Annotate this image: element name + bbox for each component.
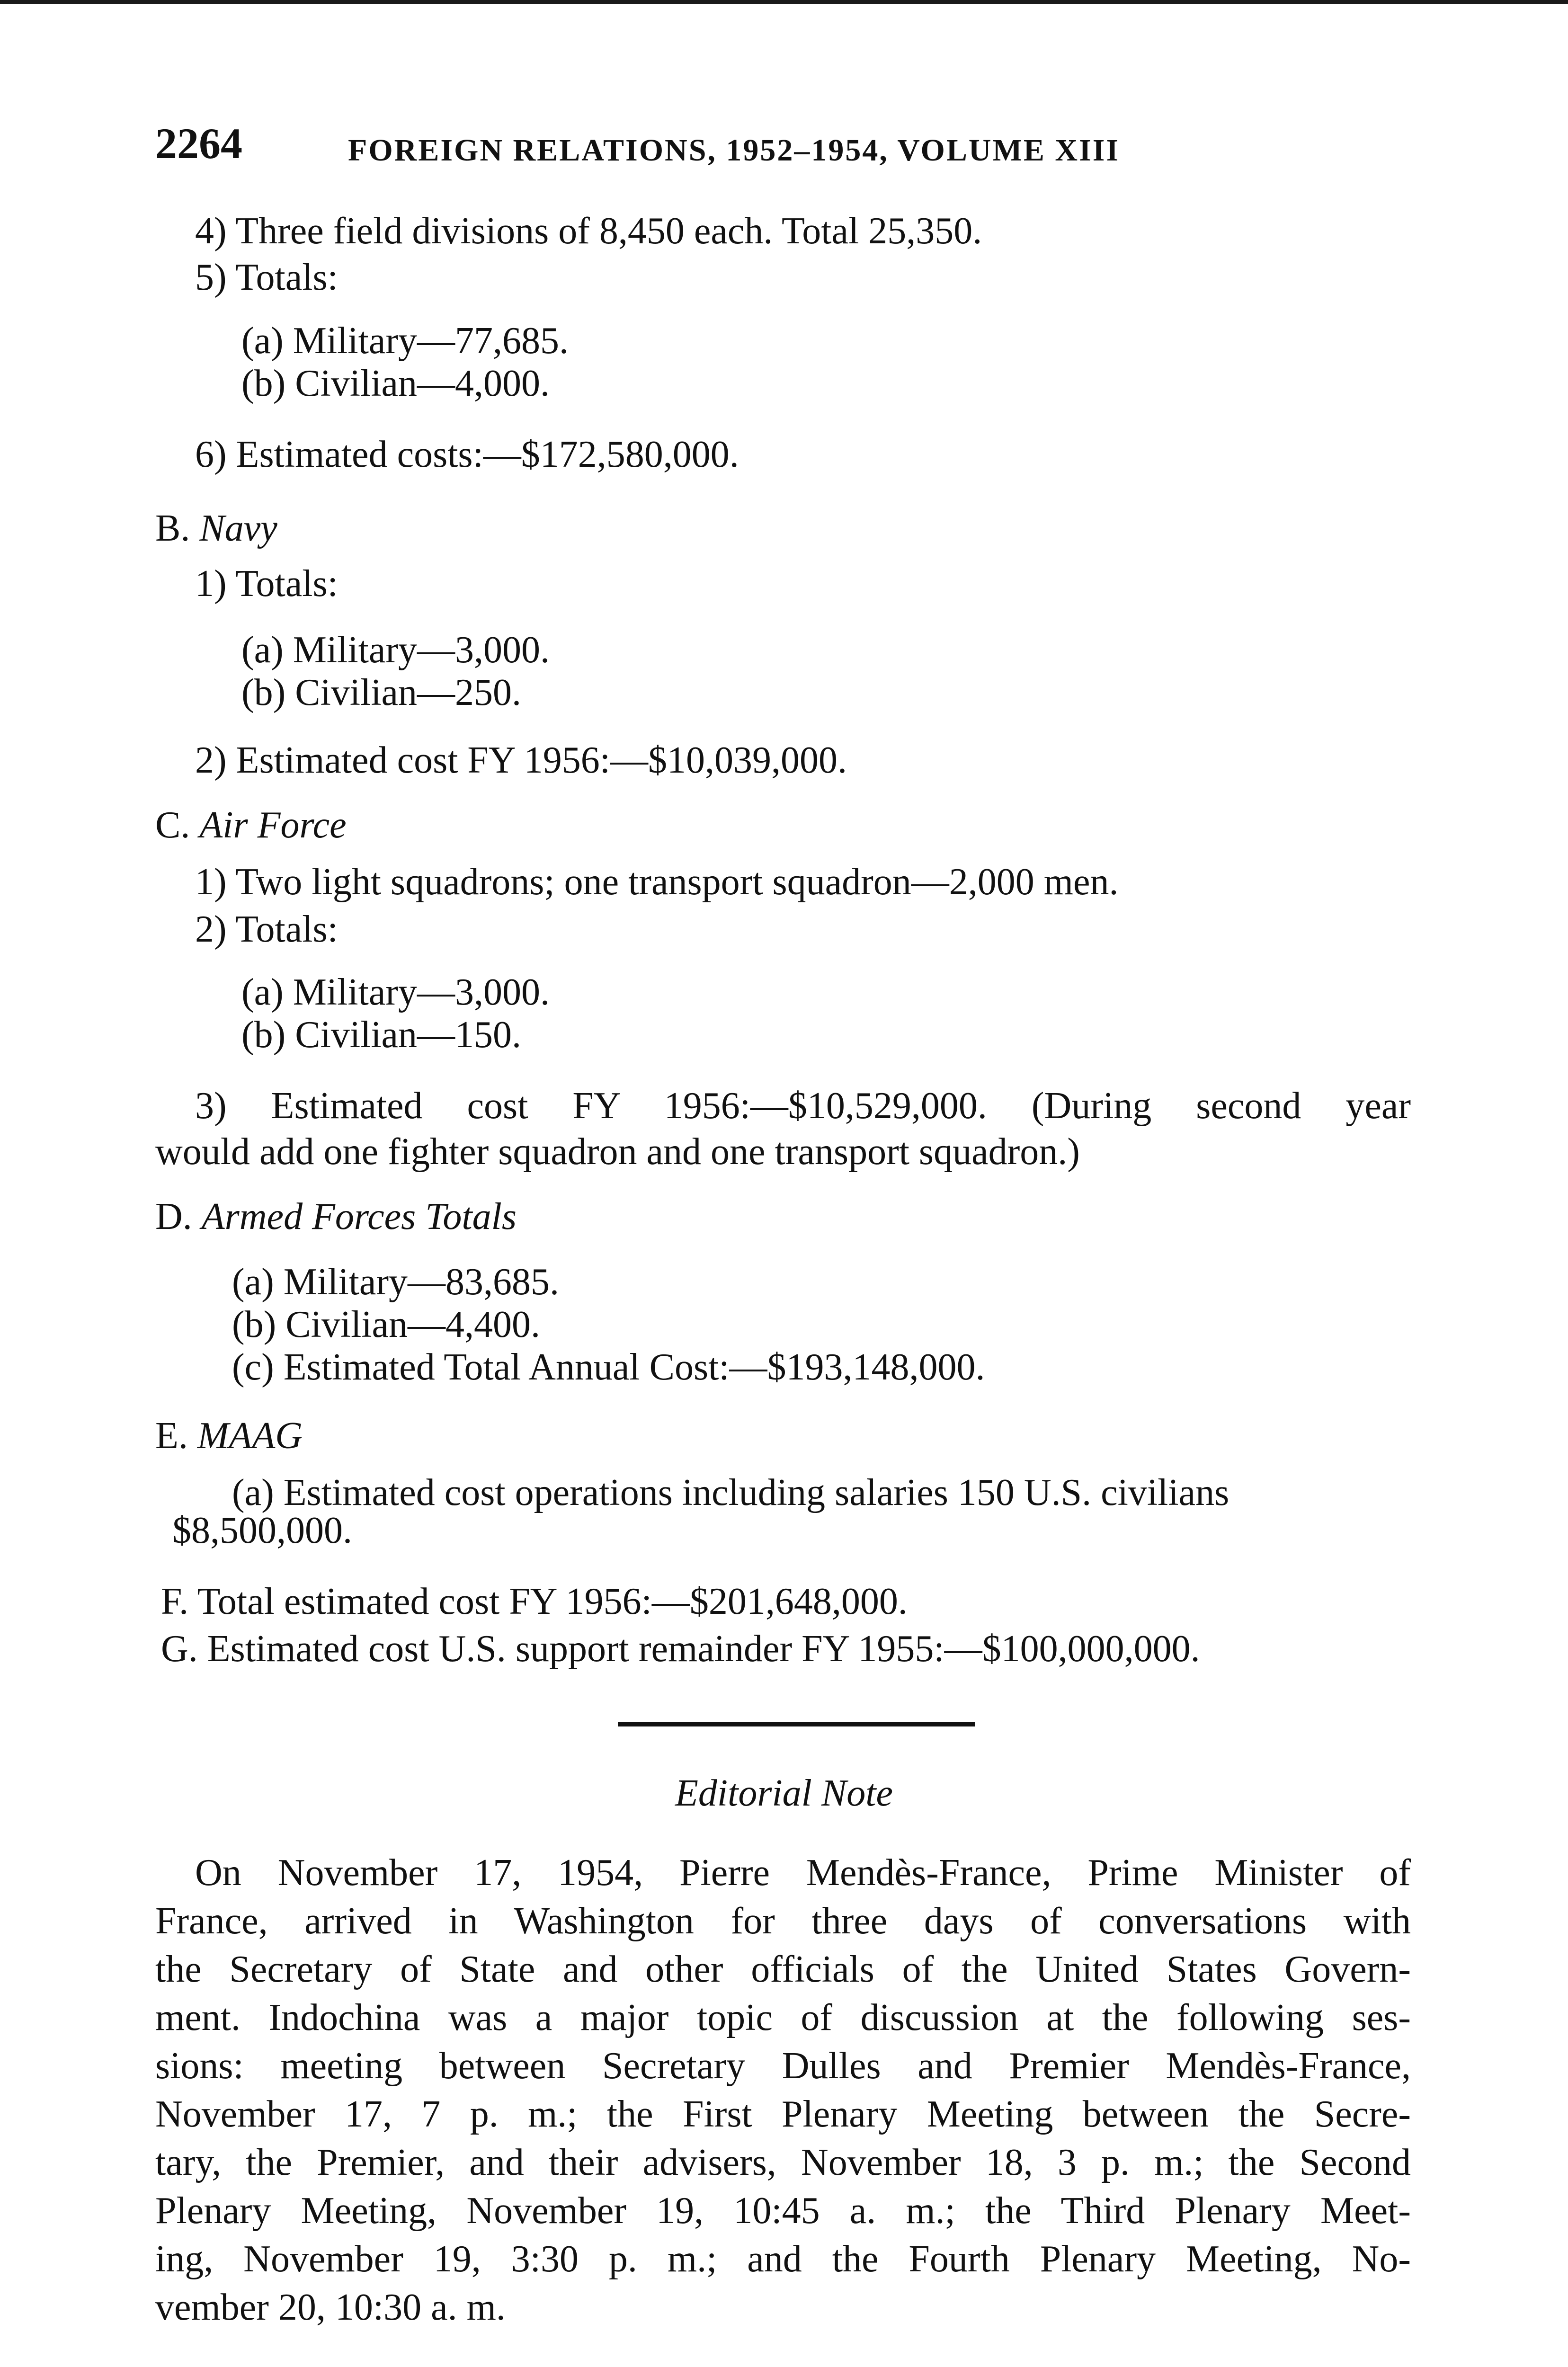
note-line: Plenary Meeting, November 19, 10:45 a. m.; the Third Plenary Meet- <box>155 2190 1411 2232</box>
navy-item-1: 1) Totals: <box>195 563 338 605</box>
armed-forces-title: Armed Forces Totals <box>201 1196 517 1237</box>
air-force-item-2b: (b) Civilian—150. <box>241 1014 522 1056</box>
armed-forces-heading <box>155 1194 517 1239</box>
air-force-item-3-line-1: 3) Estimated cost FY 1956:—$10,529,000. (During second year <box>195 1085 1411 1127</box>
air-force-title: Air Force <box>199 804 347 846</box>
note-line: On November 17, 1954, Pierre Mendès-France, Prime Minister of <box>195 1852 1411 1894</box>
army-item-5: 5) Totals: <box>195 257 338 298</box>
navy-item-2: 2) Estimated cost FY 1956:—$10,039,000. <box>195 739 847 781</box>
note-line: France, arrived in Washington for three days of conversations with <box>155 1900 1411 1942</box>
army-item-5b: (b) Civilian—4,000. <box>241 363 550 404</box>
air-force-item-2a: (a) Military—3,000. <box>241 971 550 1013</box>
maag-item-a-line-1: (a) Estimated cost operations including salaries 150 U.S. civilians <box>232 1472 1229 1513</box>
air-force-heading <box>155 802 347 848</box>
air-force-item-3-line-2: would add one fighter squadron and one transport squadron.) <box>155 1131 1080 1173</box>
note-line: the Secretary of State and other officials of the United States Govern- <box>155 1949 1411 1990</box>
armed-forces-item-b: (b) Civilian—4,400. <box>232 1304 541 1345</box>
note-line: sions: meeting between Secretary Dulles and Premier Mendès-France, <box>155 2045 1411 2087</box>
maag-heading <box>155 1413 303 1459</box>
page-number: 2264 <box>155 119 242 168</box>
top-border <box>0 0 1568 4</box>
section-rule <box>618 1722 975 1726</box>
army-item-5a: (a) Military—77,685. <box>241 320 569 362</box>
maag-label: E. <box>155 1415 188 1457</box>
maag-title: MAAG <box>197 1415 303 1457</box>
air-force-item-1: 1) Two light squadrons; one transport squadron—2,000 men. <box>195 861 1119 903</box>
navy-label: B. <box>155 507 190 549</box>
navy-item-1b: (b) Civilian—250. <box>241 672 522 713</box>
armed-forces-item-c: (c) Estimated Total Annual Cost:—$193,148,000. <box>232 1346 985 1388</box>
armed-forces-item-a: (a) Military—83,685. <box>232 1261 559 1303</box>
army-item-6: 6) Estimated costs:—$172,580,000. <box>195 434 739 475</box>
army-item-4: 4) Three field divisions of 8,450 each. Total 25,350. <box>195 210 982 252</box>
total-g: G. Estimated cost U.S. support remainder FY 1955:—$100,000,000. <box>161 1628 1200 1670</box>
note-line: tary, the Premier, and their advisers, November 18, 3 p. m.; the Second <box>155 2142 1411 2183</box>
armed-forces-label: D. <box>155 1196 192 1237</box>
running-title: FOREIGN RELATIONS, 1952–1954, VOLUME XIII <box>348 133 1120 168</box>
note-line: ing, November 19, 3:30 p. m.; and the Fourth Plenary Meeting, No- <box>155 2238 1411 2280</box>
air-force-label: C. <box>155 804 190 846</box>
navy-title: Navy <box>199 507 277 549</box>
note-line: November 17, 7 p. m.; the First Plenary Meeting between the Secre- <box>155 2093 1411 2135</box>
maag-item-a-line-2: $8,500,000. <box>172 1510 352 1551</box>
note-line: vember 20, 10:30 a. m. <box>155 2287 506 2328</box>
air-force-item-2: 2) Totals: <box>195 908 338 950</box>
note-line: ment. Indochina was a major topic of discussion at the following ses- <box>155 1997 1411 2038</box>
editorial-note-title: Editorial Note <box>675 1772 893 1814</box>
navy-item-1a: (a) Military—3,000. <box>241 629 550 671</box>
total-f: F. Total estimated cost FY 1956:—$201,648,000. <box>161 1581 908 1622</box>
navy-heading <box>155 506 277 551</box>
